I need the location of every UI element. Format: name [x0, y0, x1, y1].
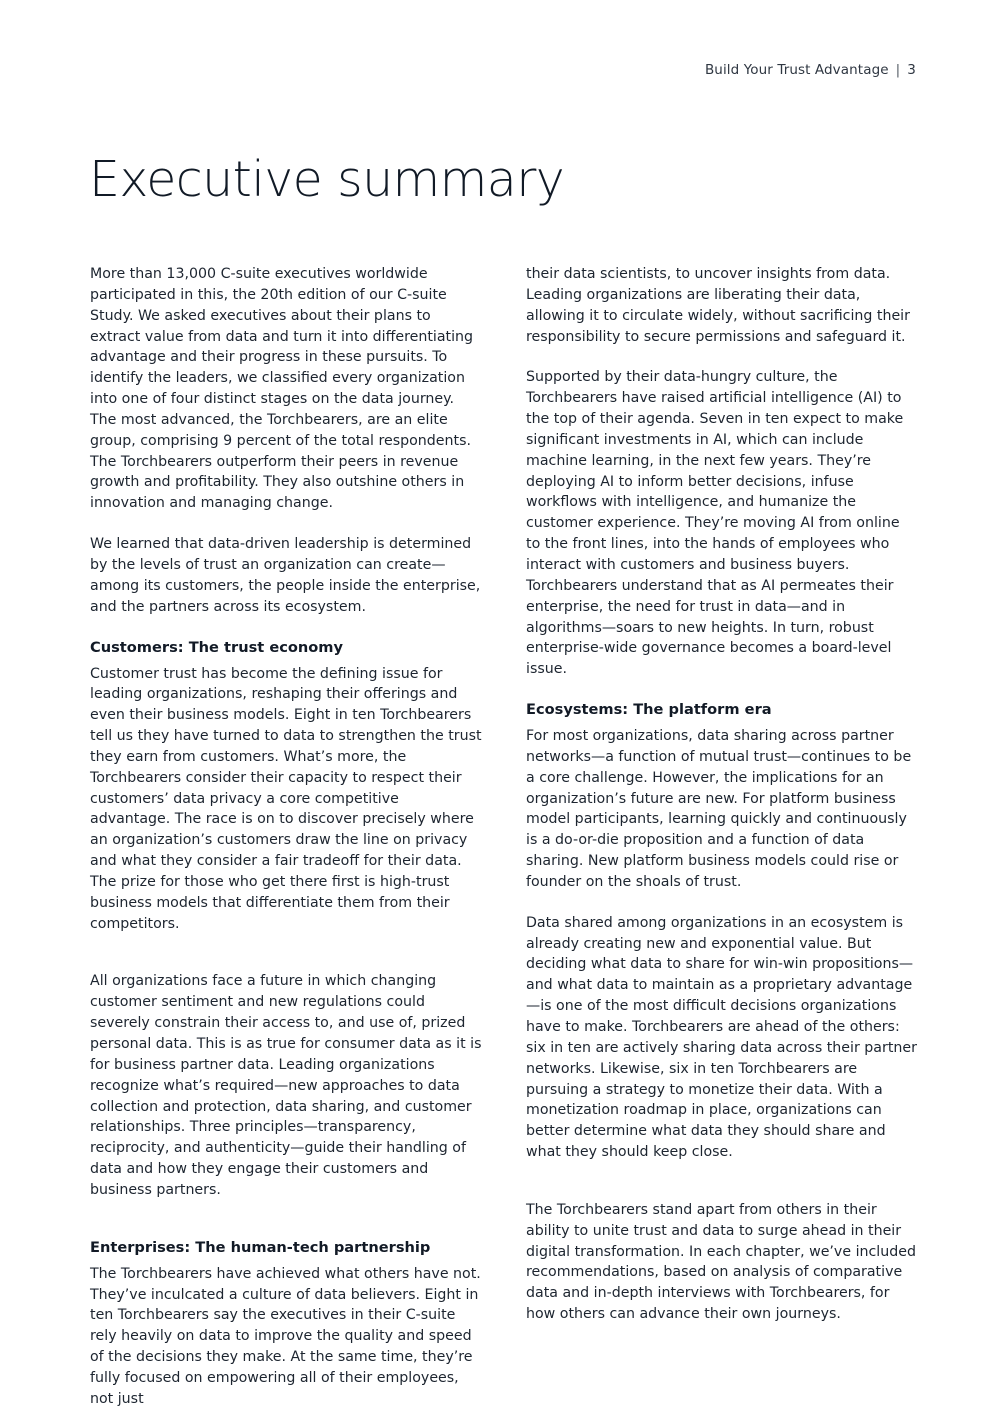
conclusion-paragraph: The Torchbearers stand apart from others in their ability to unite trust and data to surge ahead in their digital transformation. In each chapter, we’ve included recommendations, based on analysis of comparative data and in-depth interviews with Torchbearers, for how others can advance their own journeys.	[526, 1201, 916, 1323]
left-column	[90, 264, 482, 1425]
data-sharing-paragraph: For most organizations, data sharing across partner networks—a function of mutual trust—continues to be a core challenge. However, the implications for an organization’s future are new. For platform business model participants, learning quickly and continuously is a do-or-die proposition and a function of data sharing. New platform business models could rise or founder on the shoals of trust.	[526, 728, 912, 890]
customer-trust-paragraph: Customer trust has become the defining issue for leading organizations, reshaping their offerings and even their business models. Eight in ten Torchbearers tell us they have turned to data to strengthen the trust they earn from customers. What’s more, the Torchbearers consider their capacity to respect their customers’ data privacy a core competitive advantage. The race is on to discover precisely where an organization’s customers draw the line on privacy and what they consider a fair tradeoff for their data. The prize for those who get there first is high-trust business models that differentiate them from their competitors.	[90, 665, 482, 932]
right-column	[526, 264, 918, 1340]
customers-heading: Customers: The trust economy	[90, 638, 344, 656]
ecosystem-value-paragraph: Data shared among organizations in an ecosystem is already creating new and exponential value. But deciding what data to share for win-win propositions—and what data to maintain as a proprietary advantage—is one of the most difficult decisions organizations have to make. Torchbearers are ahead of the others: six in ten are actively sharing data across their partner networks. Likewise, six in ten Torchbearers are pursuing a strategy to monetize their data. With a monetization roadmap in place, organizations can better determine what data they should share and what they should keep close.	[526, 914, 917, 1161]
enterprises-heading: Enterprises: The human-tech partnership	[90, 1238, 431, 1256]
liberating-data-paragraph: their data scientists, to uncover insights from data. Leading organizations are liberating their data, allowing it to circulate widely, without sacrificing their responsibility to secure permissions and safeguard it.	[526, 266, 910, 345]
report-title: Build Your Trust Advantage	[704, 62, 889, 78]
running-header	[705, 62, 916, 78]
header-separator: |	[895, 62, 901, 78]
page-title: Executive summary	[89, 151, 565, 208]
data-culture-paragraph: The Torchbearers have achieved what others have not. They’ve inculcated a culture of data believers. Eight in ten Torchbearers say the executives in their C-suite rely heavily on data to improve the quality and speed of the decisions they make. At the same time, they’re fully focused on empowering all of their employees, not just	[90, 1265, 481, 1407]
ecosystems-heading: Ecosystems: The platform era	[526, 701, 772, 719]
trust-levels-paragraph: We learned that data-driven leadership is determined by the levels of trust an organization can create—among its customers, the people inside the enterprise, and the partners across its ecosystem.	[90, 536, 481, 615]
future-constraints-paragraph: All organizations face a future in which changing customer sentiment and new regulations could severely constrain their access to, and use of, prized personal data. This is as true for consumer data as it is for business partner data. Leading organizations recognize what’s required—new approaches to data collection and protection, data sharing, and customer relationships. Three principles—transparency, reciprocity, and authenticity—guide their handling of data and how they engage their customers and business partners.	[90, 973, 482, 1198]
page-number: 3	[907, 62, 916, 78]
intro-paragraph: More than 13,000 C-suite executives worldwide participated in this, the 20th edition of our C-suite Study. We asked executives about their plans to extract value from data and turn it into differentiating advantage and their progress in these pursuits. To identify the leaders, we classified every organization into one of four distinct stages on the data journey. The most advanced, the Torchbearers, are an elite group, comprising 9 percent of the total respondents. The Torchbearers outperform their peers in revenue growth and profitability. They also outshine others in innovation and managing change.	[90, 266, 474, 512]
ai-agenda-paragraph: Supported by their data-hungry culture, the Torchbearers have raised artificial intelligence (AI) to the top of their agenda. Seven in ten expect to make significant investments in AI, which can include machine learning, in the next few years. They’re deploying AI to inform better decisions, infuse workflows with intelligence, and humanize the customer experience. They’re moving AI from online to the front lines, into the hands of employees who interact with customers and business buyers. Torchbearers understand that as AI permeates their enterprise, the need for trust in data—and in algorithms—soars to new heights. In turn, robust enterprise-wide governance becomes a board-level issue.	[526, 369, 904, 678]
